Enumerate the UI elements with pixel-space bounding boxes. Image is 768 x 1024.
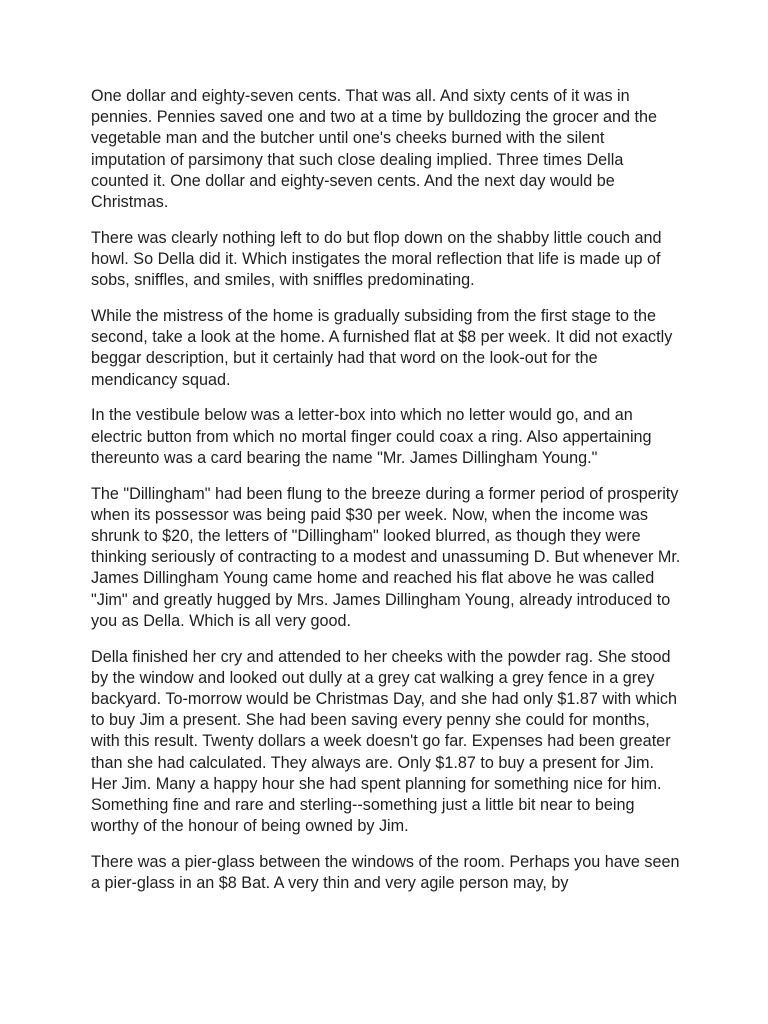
paragraph-7: There was a pier-glass between the windows of the room. Perhaps you have seen a pier-glass in an $8 Bat. A very thin and very agile person may, by: [91, 853, 680, 893]
paragraph-3: While the mistress of the home is gradually subsiding from the first stage to the second, take a look at the home. A furnished flat at $8 per week. It did not exactly beggar description, but it certainly had that word on the look-out for the mendicancy squad.: [91, 307, 673, 389]
paragraph-6: Della finished her cry and attended to her cheeks with the powder rag. She stood by the window and looked out dully at a grey cat walking a grey fence in a grey backyard. To-morrow would be Christmas Day, and she had only $1.87 with which to buy Jim a present. She had been saving every penny she could for months, with this result. Twenty dollars a week doesn't go far. Expenses had been greater than she had calculated. They always are. Only $1.87 to buy a present for Jim. Her Jim. Many a happy hour she had spent planning for something nice for him. Something fine and rare and sterling--something just a little bit near to being worthy of the honour of being owned by Jim.: [91, 647, 678, 836]
paragraph-4: In the vestibule below was a letter-box into which no letter would go, and an electric button from which no mortal finger could coax a ring. Also appertaining thereunto was a card bearing the name "Mr. James Dillingham Young.": [91, 406, 652, 467]
paragraph-2: There was clearly nothing left to do but flop down on the shabby little couch and howl. So Della did it. Which instigates the moral reflection that life is made up of sobs, sniffles, and smiles, with sniffles predominating.: [91, 228, 662, 290]
paragraph-1: One dollar and eighty-seven cents. That was all. And sixty cents of it was in pennies. Pennies saved one and two at a time by bulldozing the grocer and the vegetable man and the butcher until one's cheeks burned with the silent imputation of parsimony that such close dealing implied. Three times Della counted it. One dollar and eighty-seven cents. And the next day would be Christmas.: [91, 87, 658, 212]
document-page: [91, 86, 683, 909]
paragraph-5: The "Dillingham" had been flung to the breeze during a former period of prosperity when its possessor was being paid $30 per week. Now, when the income was shrunk to $20, the letters of "Dillingham" looked blurred, as though they were thinking seriously of contracting to a modest and unassuming D. But whenever Mr. James Dillingham Young came home and reached his flat above he was called "Jim" and greatly hugged by Mrs. James Dillingham Young, already introduced to you as Della. Which is all very good.: [91, 484, 681, 630]
